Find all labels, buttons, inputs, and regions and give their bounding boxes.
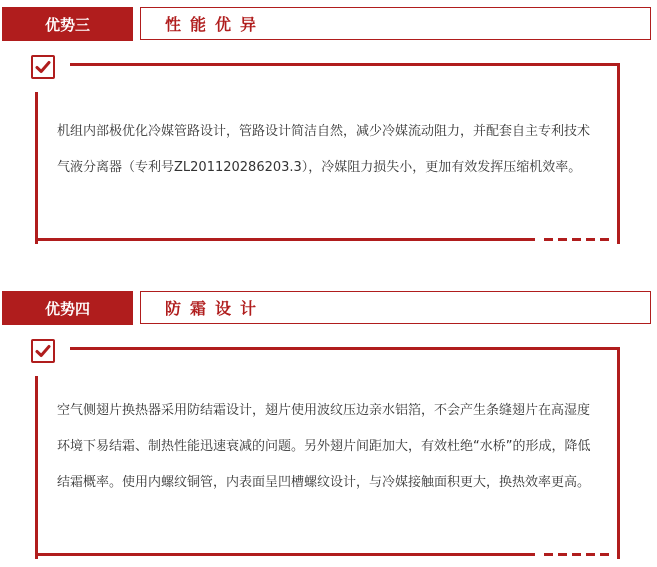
frame-left-line — [35, 376, 38, 559]
frame-bottom-line — [35, 553, 535, 556]
frame-bottom-line — [35, 238, 535, 241]
checkmark-icon — [31, 55, 55, 79]
frame-left-line — [35, 92, 38, 244]
frame-dashes — [544, 238, 620, 241]
frame-top-line — [70, 347, 620, 350]
feature-section-4 — [0, 284, 657, 554]
frame-right-line — [617, 347, 620, 559]
section-body-text: 机组内部极优化冷媒管路设计，管路设计简洁自然，减少冷媒流动阻力，并配套自主专利技术气液分离器（专利号ZL201120286203.3），冷媒阻力损失小，更加有效发挥压缩机效率。 — [57, 124, 591, 175]
section-title: 防霜设计 — [140, 291, 651, 324]
frame-top-line — [70, 63, 620, 66]
section-label: 优势四 — [2, 291, 133, 325]
checkmark-icon — [31, 339, 55, 363]
section-title: 性能优异 — [140, 7, 651, 40]
section-body-text: 空气侧翅片换热器采用防结霜设计，翅片使用波纹压边亲水铝箔，不会产生条缝翅片在高湿度环境下易结霜、制热性能迅速衰减的问题。另外翅片间距加大，有效杜绝“水桥”的形成，降低结霜概率。使用内螺纹铜管，内表面呈凹槽螺纹设计，与冷媒接触面积更大，换热效率更高。 — [57, 403, 591, 490]
frame-dashes — [544, 553, 620, 556]
section-label: 优势三 — [2, 7, 133, 41]
frame-right-line — [617, 63, 620, 244]
feature-section-3 — [0, 0, 657, 270]
